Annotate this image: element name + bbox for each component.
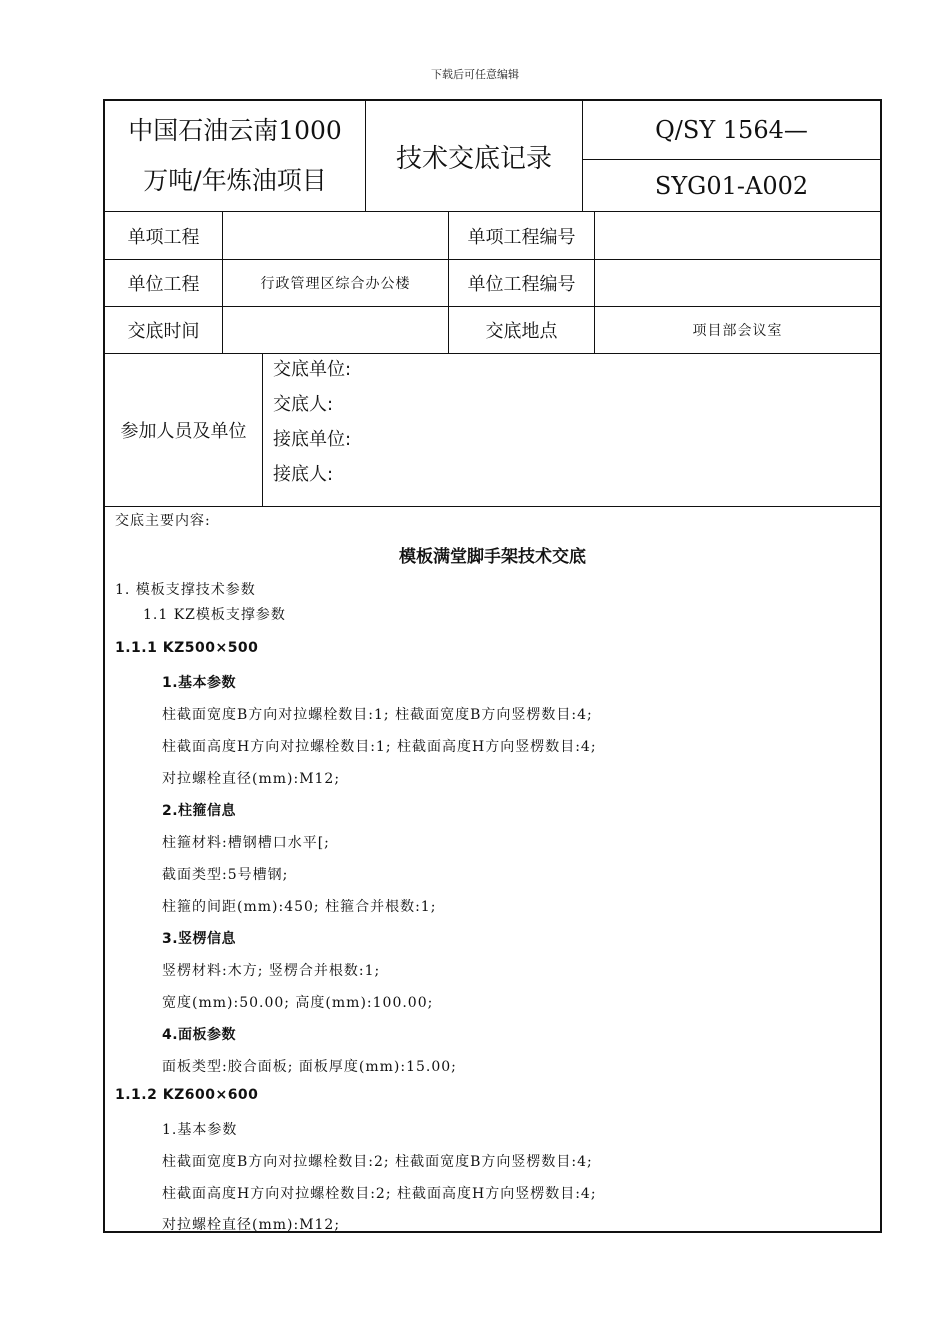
content-intro: 交底主要内容: [115, 513, 211, 529]
record-title: 技术交底记录 [395, 143, 552, 174]
issuing-unit: 交底单位: [273, 359, 352, 380]
basic-params-heading-2: 1.基本参数 [162, 1122, 238, 1138]
record-form [103, 99, 882, 1233]
project-name-line1: 中国石油云南1000 [128, 116, 342, 145]
issuer: 交底人: [273, 394, 334, 415]
param-line: 竖楞材料:木方; 竖楞合并根数:1; [162, 963, 381, 979]
section-1-1-2: 1.1.2 KZ600×600 [115, 1087, 259, 1103]
receiver: 接底人: [273, 464, 334, 485]
unit-project-label: 单位工程 [127, 274, 200, 295]
param-line: 对拉螺栓直径(mm):M12; [162, 1217, 341, 1233]
param-line: 宽度(mm):50.00; 高度(mm):100.00; [162, 995, 434, 1011]
single-project-no-value [595, 212, 880, 259]
doc-code-line2: SYG01-A002 [654, 171, 809, 200]
place-value: 项目部会议室 [692, 323, 783, 339]
hoop-heading: 2.柱箍信息 [162, 803, 237, 819]
param-line: 柱箍的间距(mm):450; 柱箍合并根数:1; [162, 899, 437, 915]
param-line: 柱截面宽度B方向对拉螺栓数目:1; 柱截面宽度B方向竖楞数目:4; [162, 707, 593, 723]
project-name [105, 101, 365, 211]
unit-project-no-value [595, 260, 880, 306]
doc-code-line1: Q/SY 1564— [655, 116, 808, 144]
param-line: 截面类型:5号槽钢; [162, 867, 289, 883]
param-line: 柱截面高度H方向对拉螺栓数目:1; 柱截面高度H方向竖楞数目:4; [162, 739, 597, 755]
single-project-no-label: 单项工程编号 [467, 226, 576, 248]
ribs-heading: 3.竖楞信息 [162, 931, 237, 947]
place-label: 交底地点 [485, 321, 558, 342]
section-1: 1. 模板支撑技术参数 [115, 582, 256, 598]
param-line: 面板类型:胶合面板; 面板厚度(mm):15.00; [162, 1059, 457, 1075]
param-line: 对拉螺栓直径(mm):M12; [162, 771, 341, 787]
section-1-1: 1.1 KZ模板支撑参数 [143, 607, 286, 623]
single-project-value [223, 212, 448, 259]
participants-label: 参加人员及单位 [120, 421, 247, 442]
param-line: 柱箍材料:槽钢槽口水平[; [162, 835, 330, 851]
section-1-1-1: 1.1.1 KZ500×500 [115, 640, 259, 656]
unit-project-no-label: 单位工程编号 [467, 274, 576, 295]
single-project-label: 单项工程 [127, 226, 200, 248]
time-value [223, 307, 448, 353]
panel-heading: 4.面板参数 [162, 1027, 237, 1043]
param-line: 柱截面高度H方向对拉螺栓数目:2; 柱截面高度H方向竖楞数目:4; [162, 1186, 597, 1202]
receiving-unit: 接底单位: [273, 429, 352, 450]
content-heading: 模板满堂脚手架技术交底 [399, 547, 586, 567]
project-name-line2: 万吨/年炼油项目 [143, 166, 327, 195]
time-label: 交底时间 [127, 321, 200, 342]
top-note: 下载后可任意编辑 [431, 68, 519, 81]
param-line: 柱截面宽度B方向对拉螺栓数目:2; 柱截面宽度B方向竖楞数目:4; [162, 1154, 593, 1170]
basic-params-heading: 1.基本参数 [162, 675, 237, 691]
unit-project-value: 行政管理区综合办公楼 [260, 276, 411, 292]
